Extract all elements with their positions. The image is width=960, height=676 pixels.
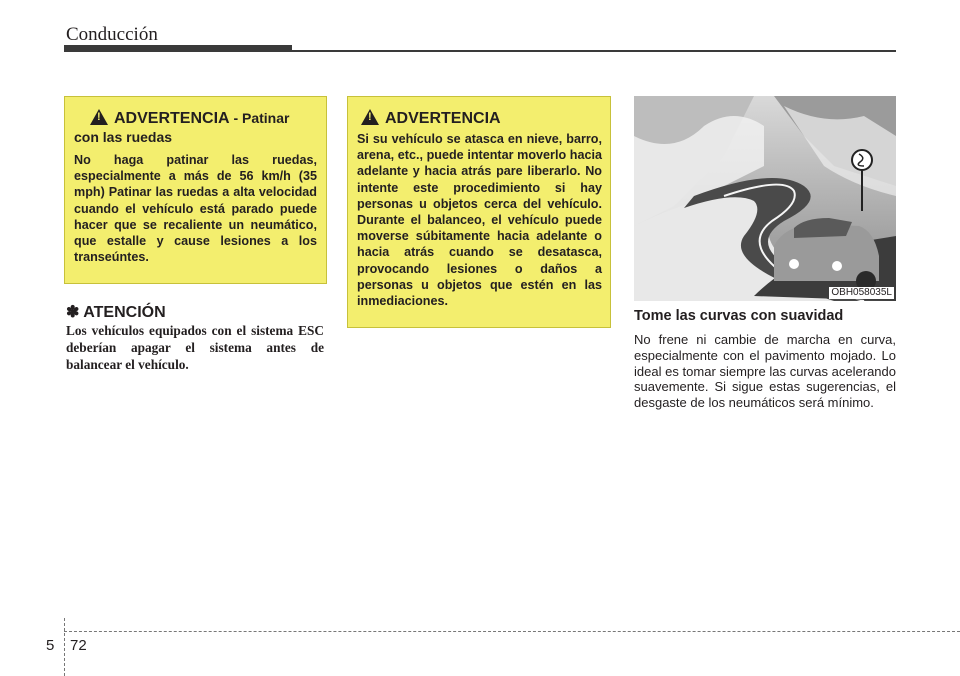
section-heading: Tome las curvas con suavidad	[634, 308, 844, 324]
footer-divider	[64, 618, 65, 676]
warning-box-stuck	[347, 96, 611, 328]
section-body: No frene ni cambie de marcha en curva, especialmente con el pavimento mojado. Lo ideal es tomar siempre las curvas acelerando suavemente. Si sigue estas sugerencias, el desgaste de los neumáticos será mínimo.	[634, 332, 896, 411]
warning-body: Si su vehículo se atasca en nieve, barro, arena, etc., puede intentar moverlo hacia adelante y hacia atrás pare liberarlo. No intente este procedimiento si hay personas u objetos cerca del vehículo. Durante el balanceo, el vehículo puede moverse súbitamente hacia adelante o hacia atrás cuando se desatasca, provocando lesiones o daños a personas u objetos que estén en las inmediaciones.	[357, 132, 602, 309]
header-rule	[292, 50, 896, 52]
caution-body: Los vehículos equipados con el sistema ESC deberían apagar el sistema antes de balancear el vehículo.	[66, 323, 324, 372]
asterisk-icon: ✽	[66, 304, 80, 321]
warning-triangle-icon: !	[90, 109, 108, 125]
figure-code: OBH058035L	[831, 287, 892, 298]
warning-triangle-icon: !	[361, 109, 379, 125]
warning-body: No haga patinar las ruedas, especialmente a más de 56 km/h (35 mph) Patinar las ruedas a alta velocidad cuando el vehículo está parado puede hacer que se recaliente un neumático, que estalle y cause lesiones a los transeúntes.	[74, 153, 317, 265]
warning-subtitle: con las ruedas	[74, 129, 173, 145]
page-number: 72	[70, 637, 87, 654]
chapter-number: 5	[46, 637, 55, 654]
header-bar	[64, 45, 292, 52]
curve-road-photo	[634, 96, 896, 301]
caution-title: ✽ ATENCIÓN	[66, 304, 166, 321]
warning-box-spin	[64, 96, 327, 284]
warning-title: ! ADVERTENCIA - Patinar con las ruedas	[74, 110, 290, 145]
section-title: Conducción	[66, 24, 158, 45]
footer-rule	[64, 631, 960, 632]
warning-title: ! ADVERTENCIA	[357, 109, 602, 128]
snowy-road-illustration	[634, 96, 896, 301]
